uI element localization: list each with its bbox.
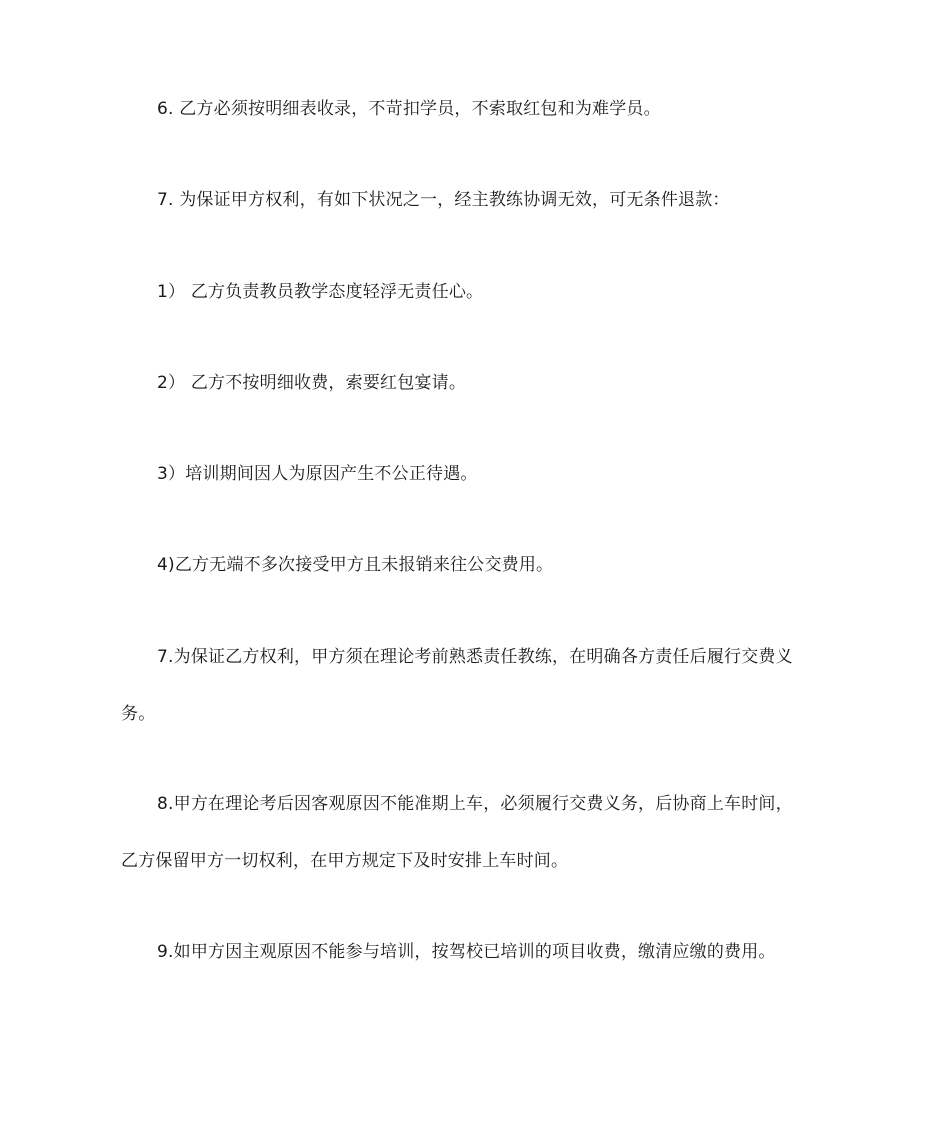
clause-6: 6. 乙方必须按明细表收录，不苛扣学员，不索取红包和为难学员。	[157, 99, 661, 119]
clause-7b-line-2: 务。	[121, 704, 156, 724]
clause-8-line-2: 乙方保留甲方一切权利，在甲方规定下及时安排上车时间。	[121, 851, 569, 871]
clause-7-item-4: 4)乙方无端不多次接受甲方且未报销来往公交费用。	[157, 555, 554, 575]
clause-9: 9.如甲方因主观原因不能参与培训，按驾校已培训的项目收费，缴清应缴的费用。	[157, 942, 776, 962]
clause-7-item-2: 2） 乙方不按明细收费，索要红包宴请。	[157, 373, 467, 393]
clause-7-item-3: 3）培训期间因人为原因产生不公正待遇。	[157, 464, 478, 484]
clause-7-item-1: 1） 乙方负责教员教学态度轻浮无责任心。	[157, 282, 484, 302]
clause-8-line-1: 8.甲方在理论考后因客观原因不能准期上车，必须履行交费义务，后协商上车时间，	[157, 794, 793, 814]
clause-7-intro: 7. 为保证甲方权利，有如下状况之一，经主教练协调无效，可无条件退款：	[157, 190, 730, 210]
clause-7b-line-1: 7.为保证乙方权利，甲方须在理论考前熟悉责任教练，在明确各方责任后履行交费义	[157, 647, 793, 667]
